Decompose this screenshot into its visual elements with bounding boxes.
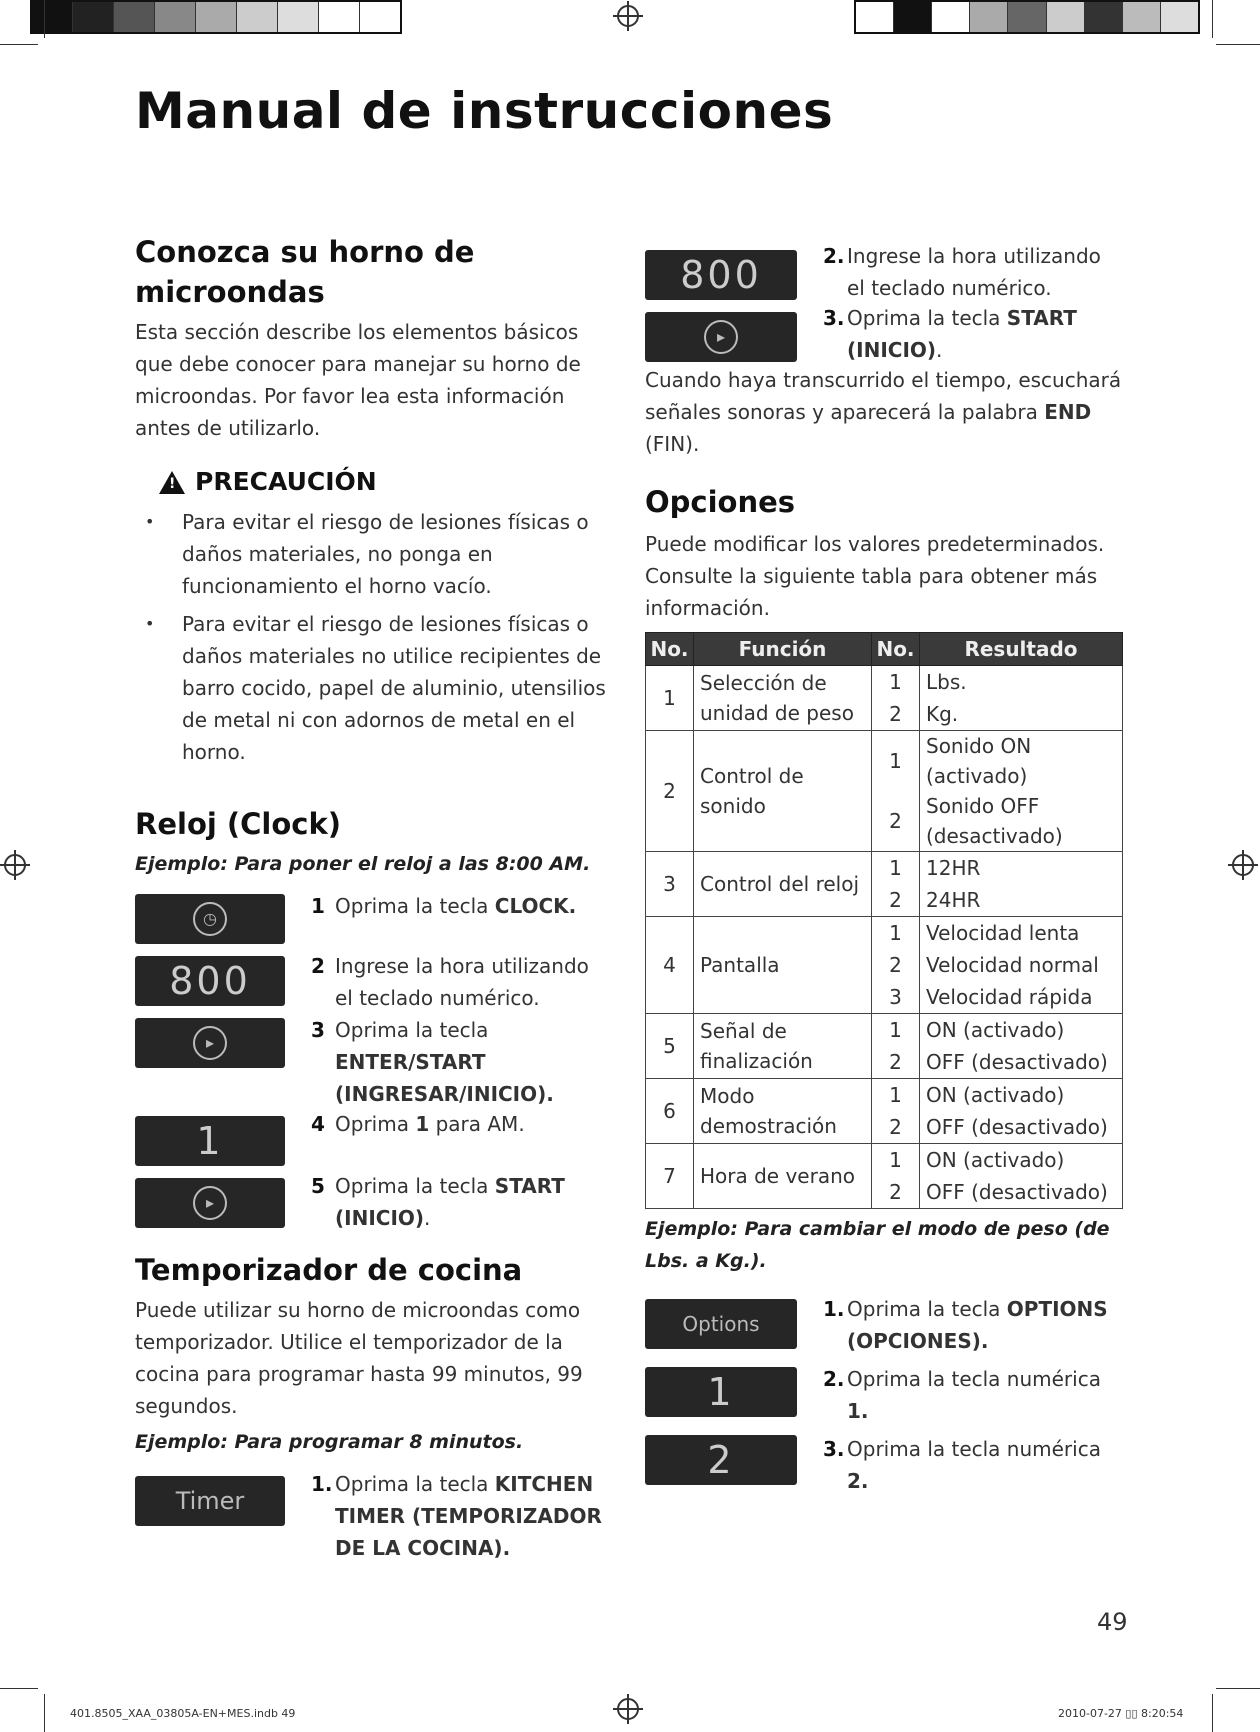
option-number: 6 xyxy=(646,1079,694,1144)
option-function: Control del reloj xyxy=(694,852,872,917)
result-value: OFF (desactivado) xyxy=(920,1046,1123,1079)
page-title: Manual de instrucciones xyxy=(135,82,834,140)
timer-step-2 xyxy=(823,240,1123,304)
display-800 xyxy=(645,250,797,300)
clock-step-2 xyxy=(311,950,611,1014)
registration-bar-right xyxy=(854,0,1200,34)
result-value: Lbs. xyxy=(920,666,1123,699)
result-number: 1 xyxy=(872,1144,920,1177)
start-button[interactable] xyxy=(135,1018,285,1068)
options-table xyxy=(645,632,1123,1209)
result-value: Velocidad rápida xyxy=(920,981,1123,1014)
number-label: 1 xyxy=(196,1119,224,1163)
reg-cell xyxy=(278,2,319,32)
start-button[interactable] xyxy=(135,1178,285,1228)
result-number: 2 xyxy=(872,1111,920,1144)
result-value: Velocidad lenta xyxy=(920,917,1123,950)
reg-cell xyxy=(1161,2,1198,32)
right-column xyxy=(645,242,1125,1493)
print-timestamp: 2010-07-27 ▯▯ 8:20:54 xyxy=(1058,1707,1184,1720)
options-step-3 xyxy=(823,1433,1123,1497)
option-number: 5 xyxy=(646,1014,694,1079)
step-number: 2. xyxy=(823,1367,845,1391)
registration-crosshair-icon xyxy=(617,5,639,27)
end-text-post: (FIN). xyxy=(645,432,700,456)
warning-icon: ! xyxy=(159,471,185,494)
crop-mark xyxy=(1216,44,1260,45)
step-number: 2 xyxy=(311,954,325,978)
clock-step-3 xyxy=(311,1014,611,1110)
reg-cell xyxy=(237,2,278,32)
intro-heading: Conozca su horno de microondas xyxy=(135,235,475,309)
crop-mark xyxy=(1212,0,1213,38)
clock-step-1 xyxy=(311,890,611,922)
crop-mark xyxy=(1216,1688,1260,1689)
step-text: Ingrese la hora utilizando el teclado numérico. xyxy=(335,954,589,1010)
reg-cell xyxy=(73,2,114,32)
result-number: 2 xyxy=(872,791,920,852)
crop-mark xyxy=(0,44,38,45)
crop-mark xyxy=(1212,1694,1213,1732)
table-row xyxy=(646,731,1123,792)
step-text: Oprima la tecla numérica xyxy=(847,1367,1101,1391)
column-header: No. xyxy=(646,633,694,666)
reg-cell xyxy=(1085,2,1123,32)
file-info: 401.8505_XAA_03805A-EN+MES.indb 49 xyxy=(70,1707,296,1720)
timer-step-1 xyxy=(311,1468,611,1564)
options-steps xyxy=(645,1289,1125,1493)
display-800 xyxy=(135,956,285,1006)
play-icon: ▸ xyxy=(193,1026,227,1060)
option-function: Selección de unidad de peso xyxy=(694,666,872,731)
left-column xyxy=(135,232,615,1626)
step-key: START (INICIO) xyxy=(335,1174,565,1230)
timer-text: Puede utilizar su horno de microondas como temporizador. Utilice el temporizador de la cocina para programar hasta 99 minutos, 99 segundos. xyxy=(135,1298,583,1418)
step-text: para AM. xyxy=(429,1112,525,1136)
clock-example: Ejemplo: Para poner el reloj a las 8:00 AM. xyxy=(135,853,591,875)
reg-cell xyxy=(894,2,932,32)
options-step-1 xyxy=(823,1293,1123,1357)
step-number: 3 xyxy=(311,1018,325,1042)
option-function: Hora de verano xyxy=(694,1144,872,1209)
step-key: ENTER/START (INGRESAR/INICIO). xyxy=(335,1050,554,1106)
number-label: 2 xyxy=(707,1438,735,1482)
end-text xyxy=(645,364,1125,460)
number-1-button[interactable] xyxy=(645,1367,797,1417)
result-number: 3 xyxy=(872,981,920,1014)
timer-step-3 xyxy=(823,302,1123,366)
clock-step-4 xyxy=(311,1108,611,1140)
end-text-key: END xyxy=(1044,400,1092,424)
result-number: 2 xyxy=(872,1046,920,1079)
reg-cell xyxy=(1008,2,1046,32)
number-label: 1 xyxy=(707,1370,735,1414)
result-number: 2 xyxy=(872,698,920,731)
reg-cell xyxy=(970,2,1008,32)
options-text: Puede modificar los valores predeterminados. Consulte la siguiente tabla para obtener más información. xyxy=(645,532,1105,620)
options-heading: Opciones xyxy=(645,485,796,519)
result-number: 1 xyxy=(872,666,920,699)
reg-cell xyxy=(856,2,894,32)
table-row xyxy=(646,1014,1123,1047)
step-text: Oprima xyxy=(335,1112,416,1136)
reg-cell xyxy=(932,2,970,32)
result-number: 2 xyxy=(872,884,920,917)
option-function: Control de sonido xyxy=(694,731,872,852)
result-value: 12HR xyxy=(920,852,1123,885)
option-number: 4 xyxy=(646,917,694,1014)
result-value: OFF (desactivado) xyxy=(920,1176,1123,1209)
timer-cont-steps xyxy=(645,242,1125,364)
caution-list xyxy=(135,506,615,768)
number-2-button[interactable] xyxy=(645,1435,797,1485)
display-digits: 800 xyxy=(680,253,762,297)
play-icon: ▸ xyxy=(704,320,738,354)
start-button[interactable] xyxy=(645,312,797,362)
step-number: 5 xyxy=(311,1174,325,1198)
clock-heading: Reloj (Clock) xyxy=(135,807,342,841)
result-number: 1 xyxy=(872,852,920,885)
caution-item: • Para evitar el riesgo de lesiones físicas o daños materiales, no ponga en funcionamiento el horno vacío. xyxy=(135,506,615,602)
option-function: Modo demostración xyxy=(694,1079,872,1144)
result-value: Kg. xyxy=(920,698,1123,731)
step-number: 3. xyxy=(823,1437,845,1461)
step-text: Oprima la tecla xyxy=(335,1472,495,1496)
crop-mark xyxy=(0,1688,38,1689)
result-number: 2 xyxy=(872,1176,920,1209)
table-header-row xyxy=(646,633,1123,666)
step-key: 1 xyxy=(415,1112,430,1136)
timer-button-label: Timer xyxy=(175,1487,245,1515)
reg-cell xyxy=(1047,2,1085,32)
option-number: 2 xyxy=(646,731,694,852)
option-number: 3 xyxy=(646,852,694,917)
clock-step-5 xyxy=(311,1170,611,1234)
result-value: ON (activado) xyxy=(920,1014,1123,1047)
reg-cell xyxy=(360,2,400,32)
result-number: 1 xyxy=(872,917,920,950)
result-value: Sonido OFF (desactivado) xyxy=(920,791,1123,852)
play-icon: ▸ xyxy=(193,1186,227,1220)
step-number: 4 xyxy=(311,1112,325,1136)
reg-cell xyxy=(319,2,360,32)
step-text: Oprima la tecla numérica xyxy=(847,1437,1101,1461)
intro-text: Esta sección describe los elementos básicos que debe conocer para manejar su horno de microondas. Por favor lea esta información antes de utilizarlo. xyxy=(135,320,581,440)
step-number: 1. xyxy=(311,1472,333,1496)
registration-crosshair-icon xyxy=(4,854,26,876)
table-row xyxy=(646,917,1123,950)
result-number: 1 xyxy=(872,1014,920,1047)
reg-cell xyxy=(32,2,73,32)
crop-mark xyxy=(44,0,45,38)
result-value: OFF (desactivado) xyxy=(920,1111,1123,1144)
step-text: . xyxy=(936,338,943,362)
registration-bar-left xyxy=(30,0,402,34)
result-value: Sonido ON (activado) xyxy=(920,731,1123,792)
result-value: ON (activado) xyxy=(920,1079,1123,1112)
timer-example: Ejemplo: Para programar 8 minutos. xyxy=(135,1431,524,1453)
options-example: Ejemplo: Para cambiar el modo de peso (de Lbs. a Kg.). xyxy=(645,1218,1110,1272)
step-text: Oprima la tecla xyxy=(335,894,495,918)
result-value: ON (activado) xyxy=(920,1144,1123,1177)
reg-cell xyxy=(1123,2,1161,32)
registration-crosshair-icon xyxy=(1232,854,1254,876)
result-value: Velocidad normal xyxy=(920,949,1123,981)
number-1-button[interactable] xyxy=(135,1116,285,1166)
reg-cell xyxy=(114,2,155,32)
end-text-pre: Cuando haya transcurrido el tiempo, escuchará señales sonoras y aparecerá la palabra xyxy=(645,368,1122,424)
result-number: 2 xyxy=(872,949,920,981)
caution-item: • Para evitar el riesgo de lesiones físicas o daños materiales no utilice recipientes de barro cocido, papel de aluminio, utensilios de metal ni con adornos de metal en el horno. xyxy=(135,608,615,768)
step-key: OPTIONS (OPCIONES). xyxy=(847,1297,1108,1353)
page-number: 49 xyxy=(1097,1608,1128,1636)
caution-heading xyxy=(159,466,615,498)
options-step-2 xyxy=(823,1363,1123,1427)
options-table-body xyxy=(646,666,1123,1209)
result-number: 1 xyxy=(872,731,920,792)
option-function: Señal de finalización xyxy=(694,1014,872,1079)
timer-steps xyxy=(135,1472,615,1626)
step-key: KITCHEN TIMER (TEMPORIZADOR DE LA COCINA). xyxy=(335,1472,602,1560)
clock-icon: ◷ xyxy=(193,902,227,936)
step-key: START (INICIO) xyxy=(847,306,1077,362)
step-text: . xyxy=(424,1206,431,1230)
display-digits: 800 xyxy=(169,959,251,1003)
table-row xyxy=(646,852,1123,885)
step-key: 2. xyxy=(847,1469,869,1493)
registration-crosshair-icon xyxy=(617,1698,639,1720)
step-number: 1. xyxy=(823,1297,845,1321)
column-header: No. xyxy=(872,633,920,666)
options-button[interactable] xyxy=(645,1299,797,1349)
crop-mark xyxy=(44,1694,45,1732)
step-text: Ingrese la hora utilizando el teclado numérico. xyxy=(847,244,1101,300)
kitchen-timer-button[interactable] xyxy=(135,1476,285,1526)
table-row xyxy=(646,1079,1123,1112)
table-row xyxy=(646,666,1123,699)
option-function: Pantalla xyxy=(694,917,872,1014)
table-row xyxy=(646,1144,1123,1177)
reg-cell xyxy=(155,2,196,32)
column-header: Resultado xyxy=(920,633,1123,666)
step-number: 2. xyxy=(823,244,845,268)
result-number: 1 xyxy=(872,1079,920,1112)
timer-heading: Temporizador de cocina xyxy=(135,1253,523,1287)
step-key: CLOCK. xyxy=(494,894,577,918)
step-number: 3. xyxy=(823,306,845,330)
reg-cell xyxy=(196,2,237,32)
options-button-label: Options xyxy=(682,1312,760,1336)
column-header: Función xyxy=(694,633,872,666)
step-text: Oprima la tecla xyxy=(335,1174,495,1198)
clock-button[interactable] xyxy=(135,894,285,944)
step-text: Oprima la tecla xyxy=(847,306,1007,330)
option-number: 1 xyxy=(646,666,694,731)
step-text: Oprima la tecla xyxy=(847,1297,1007,1321)
clock-steps xyxy=(135,894,615,1264)
option-number: 7 xyxy=(646,1144,694,1209)
step-key: 1. xyxy=(847,1399,869,1423)
step-text: Oprima la tecla xyxy=(335,1018,489,1042)
caution-title: PRECAUCIÓN xyxy=(195,467,377,496)
result-value: 24HR xyxy=(920,884,1123,917)
step-number: 1 xyxy=(311,894,325,918)
